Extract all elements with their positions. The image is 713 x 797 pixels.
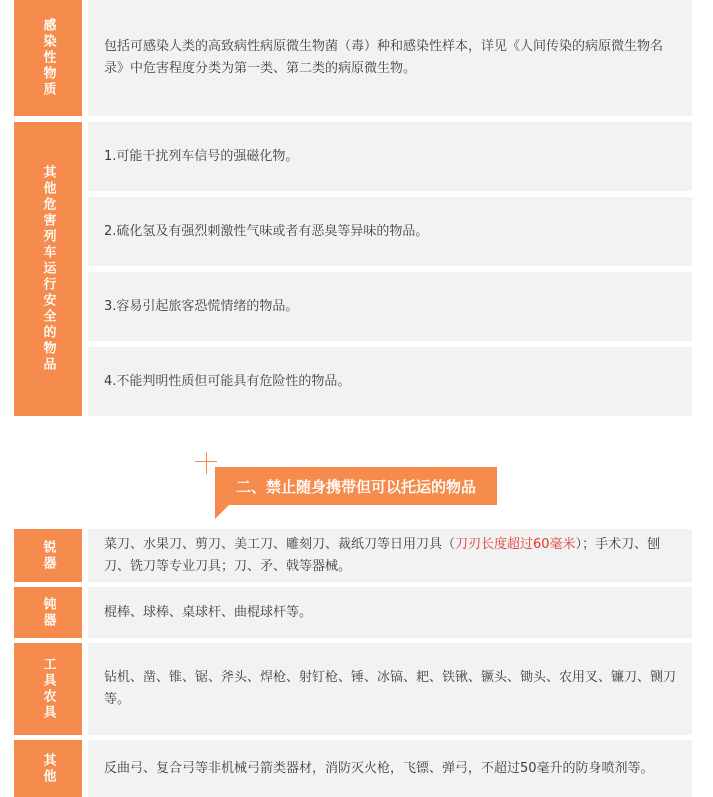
item-cell: 4.不能判明性质但可能具有危险性的物品。 [88, 347, 692, 416]
item-cell: 2.硫化氢及有强烈刺激性气味或者有恶臭等异味的物品。 [88, 197, 692, 266]
item-cell [88, 529, 692, 582]
item-text-part: 菜刀、水果刀、剪刀、美工刀、雕刻刀、裁纸刀等日用刀具（ [104, 536, 456, 552]
table-row-other [14, 740, 692, 797]
highlight-text: 刀刃长度超过60毫米 [455, 536, 576, 552]
category-label: 感染性物质 [14, 0, 82, 116]
table-row-blunt [14, 587, 692, 638]
section-title-tail [215, 505, 229, 519]
category-label: 其他危害列车运行安全的物品 [14, 122, 82, 416]
item-text-part: ）；手术刀、刨刀、铣刀等专业刀具；刀、矛、戟等器械。 [104, 536, 661, 574]
item-cell: 包括可感染人类的高致病性病原微生物菌（毒）种和感染性样本，详见《人间传染的病原微生物名录》中危害程度分类为第一类、第二类的病原微生物。 [88, 0, 692, 116]
item-text [104, 534, 678, 578]
category-label: 其他 [14, 740, 82, 797]
table-row-tools [14, 643, 692, 735]
decor-cross-line [206, 452, 207, 474]
table-row-sharp [14, 529, 692, 582]
table-row-infectious [14, 0, 692, 116]
category-label: 工具农具 [14, 643, 82, 735]
category-label: 锐器 [14, 529, 82, 582]
table-row-other-hazards [14, 122, 692, 416]
item-cell: 3.容易引起旅客恐慌情绪的物品。 [88, 272, 692, 341]
item-cell: 棍棒、球棒、桌球杆、曲棍球杆等。 [88, 587, 692, 638]
section-title: 二、禁止随身携带但可以托运的物品 [215, 467, 497, 505]
item-cell: 1.可能干扰列车信号的强磁化物。 [88, 122, 692, 191]
item-cell: 反曲弓、复合弓等非机械弓箭类器材，消防灭火枪，飞镖、弹弓，不超过50毫升的防身喷剂等。 [88, 740, 692, 797]
category-label: 钝器 [14, 587, 82, 638]
item-cell: 钻机、凿、锥、锯、斧头、焊枪、射钉枪、锤、冰镐、耙、铁锹、镢头、锄头、农用叉、镰刀、铡刀等。 [88, 643, 692, 735]
